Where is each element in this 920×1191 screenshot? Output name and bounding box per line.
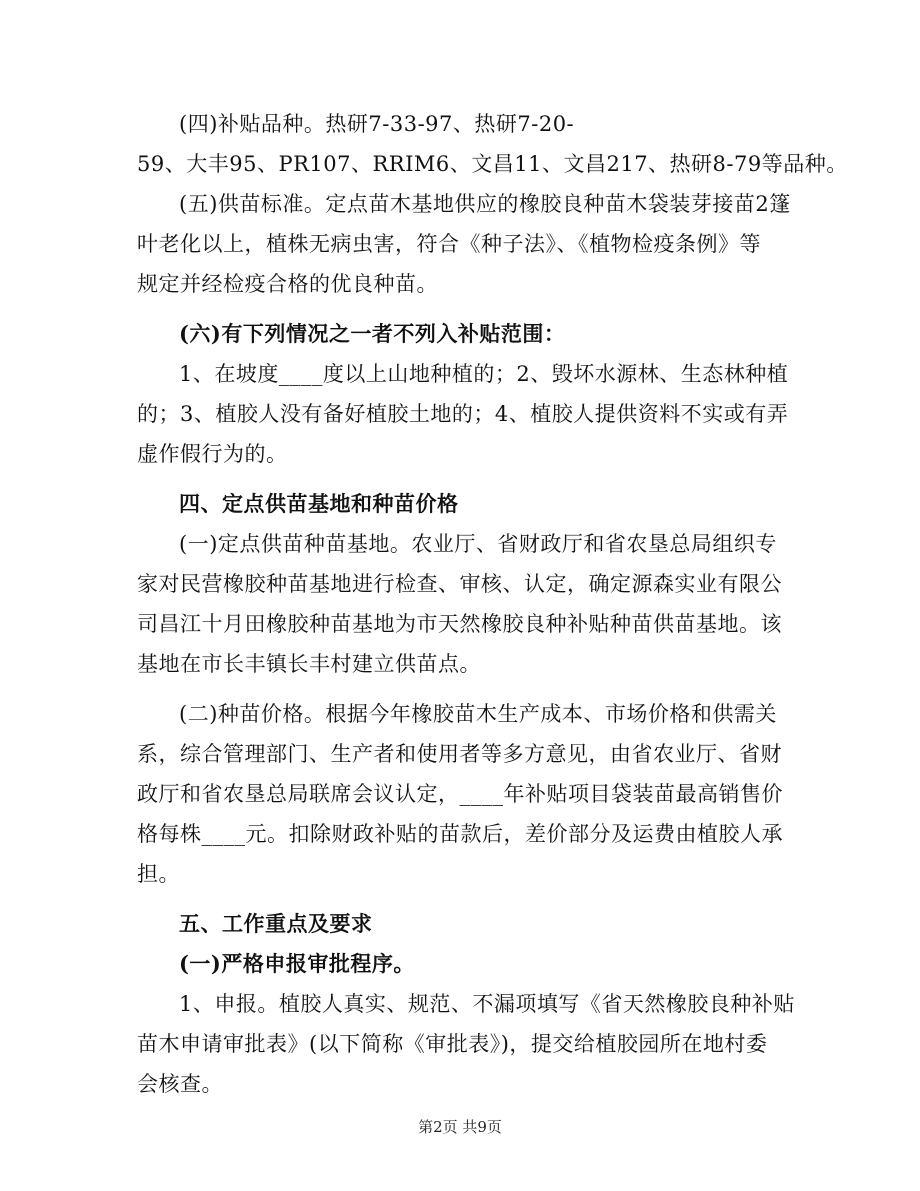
page-number-footer: 第2页 共9页 — [418, 1118, 502, 1136]
document-body — [137, 104, 848, 1104]
text-line: (五)供苗标准。定点苗木基地供应的橡胶良种苗木袋装芽接苗2篷 — [179, 192, 791, 216]
text-line: 叶老化以上，植株无病虫害，符合《种子法》、《植物检疫条例》等 — [137, 232, 761, 256]
text-line: 会核查。 — [137, 1072, 223, 1096]
text-line: (一)定点供苗种苗基地。农业厅、省财政厅和省农垦总局组织专 — [179, 532, 777, 556]
text-line: 司昌江十月田橡胶种苗基地为市天然橡胶良种补贴种苗供苗基地。该 — [137, 612, 782, 636]
heading-line: 五、工作重点及要求 — [179, 911, 373, 936]
text-line: 虚作假行为的。 — [137, 442, 288, 466]
paragraph-gap — [137, 304, 787, 314]
text-line: 家对民营橡胶种苗基地进行检查、审核、认定，确定源森实业有限公 — [137, 572, 782, 596]
text-line: 政厅和省农垦总局联席会议认定，____年补贴项目袋装苗最高销售价 — [137, 782, 783, 806]
paragraph-gap — [137, 894, 787, 904]
text-line: 1、申报。植胶人真实、规范、不漏项填写《省天然橡胶良种补贴 — [179, 992, 795, 1016]
text-line: 的；3、植胶人没有备好植胶土地的；4、植胶人提供资料不实或有弄 — [137, 402, 789, 426]
text-line: 担。 — [137, 862, 180, 886]
text-line: 苗木申请审批表》(以下简称《审批表》)，提交给植胶园所在地村委 — [137, 1032, 768, 1056]
text-line: 59、大丰95、PR107、RRIM6、文昌11、文昌217、热研8-79等品种。 — [137, 152, 848, 176]
paragraph-gap — [137, 474, 787, 484]
text-line: 系，综合管理部门、生产者和使用者等多方意见，由省农业厅、省财 — [137, 742, 782, 766]
text-line: 格每株____元。扣除财政补贴的苗款后，差价部分及运费由植胶人承 — [137, 822, 783, 846]
text-line: 基地在市长丰镇长丰村建立供苗点。 — [137, 652, 481, 676]
text-line: (二)种苗价格。根据今年橡胶苗木生产成本、市场价格和供需关 — [179, 702, 777, 726]
text-line: (四)补贴品种。热研7-33-97、热研7-20- — [179, 112, 575, 136]
heading-line: 四、定点供苗基地和种苗价格 — [179, 491, 459, 516]
paragraph-gap — [137, 684, 787, 694]
text-line: 1、在坡度____度以上山地种植的；2、毁坏水源林、生态林种植 — [179, 362, 789, 386]
text-line: 规定并经检疫合格的优良种苗。 — [137, 272, 438, 296]
heading-line: (六)有下列情况之一者不列入补贴范围： — [179, 321, 566, 346]
heading-line: (一)严格申报审批程序。 — [179, 951, 415, 976]
